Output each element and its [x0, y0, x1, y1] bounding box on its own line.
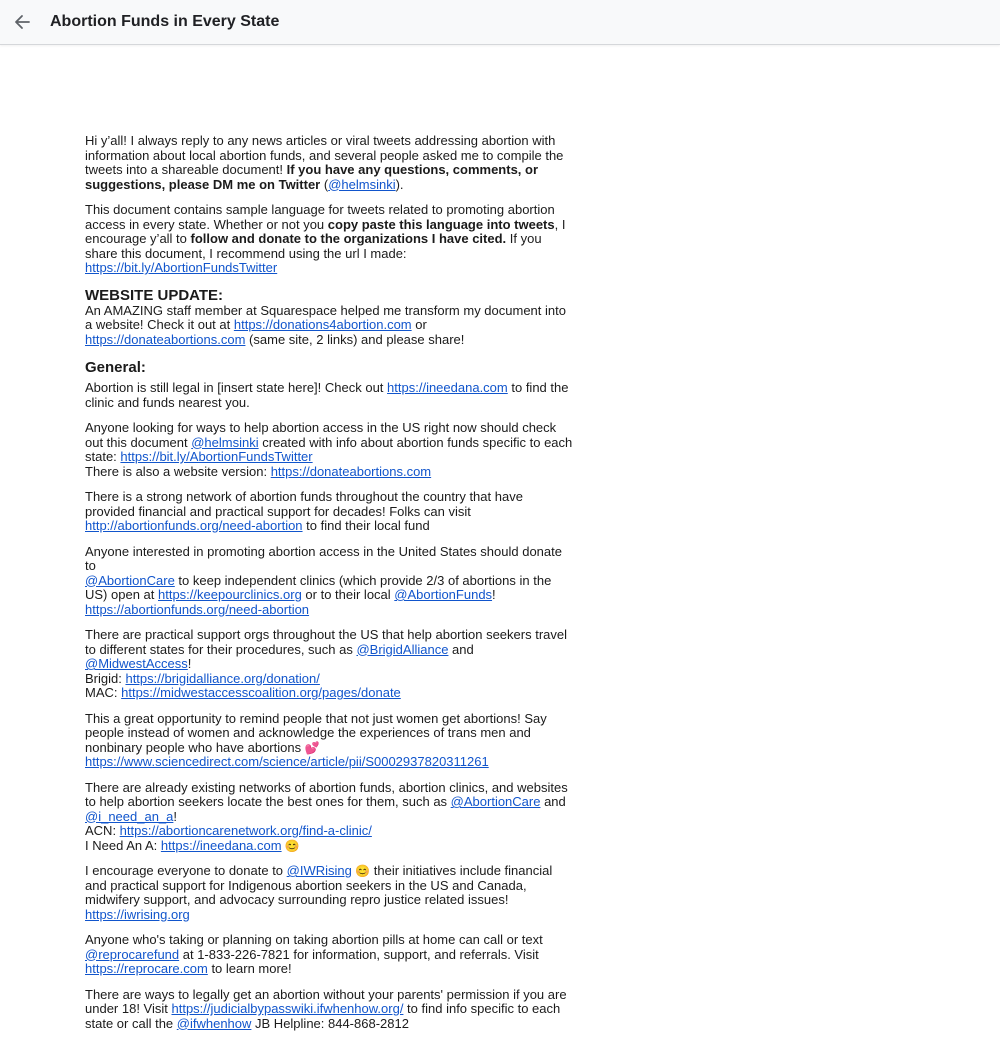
- intro-paragraph-1: Hi y’all! I always reply to any news articles or viral tweets addressing abortion with information about local abortion funds, and several people asked me to compile the tweets into a shareable document! If you have any questions, comments, or suggestions, please DM me on Twitter (@helmsinki).: [85, 133, 564, 192]
- document-body: [85, 134, 575, 1042]
- abortionfunds-handle-link[interactable]: @AbortionFunds: [394, 587, 493, 602]
- bitly-link[interactable]: https://bit.ly/AbortionFundsTwitter: [120, 449, 313, 464]
- general-paragraph-6: This a great opportunity to remind people that not just women get abortions! Say people instead of women and acknowledge the experiences of trans men and nonbinary people who have abortions 💕 https://www.sciencedirect.com/science/article/pii/S0002937820311261: [85, 710, 547, 769]
- abortionfunds-link[interactable]: http://abortionfunds.org/need-abortion: [85, 518, 303, 533]
- back-button[interactable]: [10, 10, 34, 34]
- hearts-icon: 💕: [304, 740, 320, 755]
- ifwhenhow-link[interactable]: @ifwhenhow: [176, 1015, 252, 1031]
- sciencedirect-link[interactable]: https://www.sciencedirect.com/science/article/pii/S0002937820311261: [85, 754, 489, 769]
- ineedana-link[interactable]: https://ineedana.com: [387, 380, 508, 395]
- brigid-donation-link[interactable]: https://brigidalliance.org/donation/: [125, 670, 320, 686]
- page-title: Abortion Funds in Every State: [50, 13, 280, 30]
- general-paragraph-2: Anyone looking for ways to help abortion access in the US right now should check out this document @helmsinki created with info about abortion funds specific to each state: https://bit.ly/AbortionFundsTwitter There is also a website version: https://donateabortions.com: [85, 420, 573, 479]
- general-paragraph-4: Anyone interested in promoting abortion access in the United States should donate to @AbortionCare to keep independent clinics (which provide 2/3 of abortions in the US) open at https://keepourclinics.org or to their local @AbortionFunds! https://abortionfunds.org/need-abortion: [85, 543, 562, 617]
- general-paragraph-3: There is a strong network of abortion funds throughout the country that have provided financial and practical support for decades! Folks can visit http://abortionfunds.org/need-abortion to find their local fund: [85, 489, 523, 533]
- mac-donate-link[interactable]: https://midwestaccesscoalition.org/pages/donate: [121, 685, 401, 700]
- donateabortions-link[interactable]: https://donateabortions.com: [85, 331, 246, 347]
- acn-find-clinic-link[interactable]: https://abortioncarenetwork.org/find-a-clinic/: [119, 823, 372, 838]
- abortionfunds-link[interactable]: https://abortionfunds.org/need-abortion: [85, 601, 310, 617]
- website-update-paragraph: An AMAZING staff member at Squarespace helped me transform my document into a website! Check it out at https://donations4abortion.com or https://donateabortions.com (same site, 2 links) and please share!: [85, 302, 566, 347]
- smile-icon: 😊: [351, 864, 371, 878]
- arrow-left-icon: [14, 14, 30, 30]
- donations4abortion-link[interactable]: https://donations4abortion.com: [233, 317, 412, 332]
- donateabortions-link[interactable]: https://donateabortions.com: [270, 463, 432, 479]
- bitly-link[interactable]: https://bit.ly/AbortionFundsTwitter: [85, 260, 278, 275]
- keepourclinics-link[interactable]: https://keepourclinics.org: [158, 587, 302, 602]
- general-paragraph-5: There are practical support orgs throughout the US that help abortion seekers travel to different states for their procedures, such as @BrigidAlliance and @MidwestAccess! Brigid: https://brigidalliance.org/donation/ MAC: https://midwestaccesscoalition.org/pages/donate: [85, 627, 567, 700]
- website-update-heading: WEBSITE UPDATE:: [85, 286, 224, 304]
- top-app-bar: [0, 0, 1000, 45]
- brigidalliance-link[interactable]: @BrigidAlliance: [356, 641, 449, 657]
- abortioncare-link[interactable]: @AbortionCare: [450, 794, 541, 809]
- helmsinki-link[interactable]: @helmsinki: [191, 434, 259, 450]
- judicialbypass-link[interactable]: https://judicialbypasswiki.ifwhenhow.org/: [171, 1001, 404, 1016]
- general-paragraph-9: Anyone who's taking or planning on taking abortion pills at home can call or text @reprocarefund at 1-833-226-7821 for information, support, and referrals. Visit https://reprocare.com to learn more!: [85, 932, 543, 976]
- general-paragraph-8: I encourage everyone to donate to @IWRising 😊 their initiatives include financial and practical support for Indigenous abortion seekers in the US and Canada, midwifery support, and advocacy surrounding repro justice related issues! https://iwrising.org: [85, 863, 553, 922]
- intro-bold-text: If you have any questions, comments, or suggestions, please DM me on Twitter: [85, 162, 539, 192]
- intro-paragraph-2: This document contains sample language for tweets related to promoting abortion access in every state. Whether or not you copy paste this language into tweets, I encourage y’all to follow and donate to the organizations I have cited. If you share this document, I recommend using the url I made: https://bit.ly/AbortionFundsTwitter: [85, 202, 566, 275]
- general-heading: General:: [85, 359, 146, 376]
- iwrising-handle-link[interactable]: @IWRising: [286, 863, 352, 878]
- reprocare-link[interactable]: https://reprocare.com: [85, 961, 208, 976]
- iwrising-link[interactable]: https://iwrising.org: [85, 906, 190, 922]
- abortioncare-link[interactable]: @AbortionCare: [85, 572, 175, 588]
- ineedana-link[interactable]: https://ineedana.com: [160, 837, 282, 853]
- i-need-an-a-link[interactable]: @i_need_an_a: [85, 808, 174, 824]
- general-paragraph-7: There are already existing networks of abortion funds, abortion clinics, and websites to help abortion seekers locate the best ones for them, such as @AbortionCare and @i_need_an_a! ACN: https://abortioncarenetwork.org/find-a-clinic/ I Need An A: https://ineedana.com 😊: [85, 779, 568, 853]
- general-paragraph-1: Abortion is still legal in [insert state here]! Check out https://ineedana.com to find the clinic and funds nearest you.: [85, 380, 569, 410]
- midwestaccess-link[interactable]: @MidwestAccess: [85, 656, 188, 671]
- helmsinki-link[interactable]: @helmsinki: [328, 176, 396, 192]
- general-paragraph-10: There are ways to legally get an abortion without your parents' permission if you are under 18! Visit https://judicialbypasswiki.ifwhenhow.org/ to find info specific to each state or call the @ifwhenhow JB Helpline: 844-868-2812: [85, 986, 567, 1031]
- smile-icon: 😊: [281, 838, 300, 853]
- reprocarefund-link[interactable]: @reprocarefund: [85, 946, 180, 962]
